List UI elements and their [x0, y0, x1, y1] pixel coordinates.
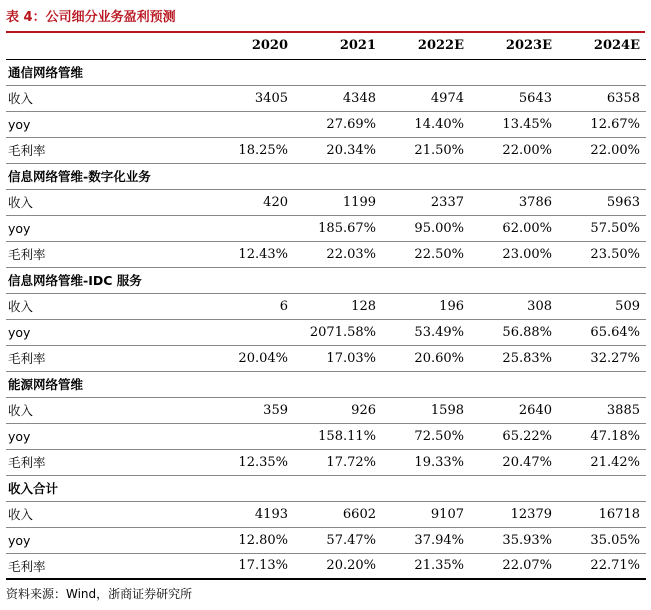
row-label: yoy — [6, 319, 206, 345]
table-row — [6, 111, 646, 137]
table-cell: 20.60% — [382, 345, 470, 371]
table-cell: 4348 — [294, 85, 382, 111]
table-cell: 6358 — [558, 85, 646, 111]
table-cell: 420 — [206, 189, 294, 215]
header-row — [6, 33, 646, 59]
table-cell: 23.50% — [558, 241, 646, 267]
table-cell: 14.40% — [382, 111, 470, 137]
table-row — [6, 241, 646, 267]
section-heading: 信息网络管维-数字化业务 — [6, 163, 646, 189]
table-cell: 18.25% — [206, 137, 294, 163]
table-cell: 21.35% — [382, 553, 470, 579]
table-cell: 9107 — [382, 501, 470, 527]
table-cell: 95.00% — [382, 215, 470, 241]
table-row — [6, 85, 646, 111]
table-row — [6, 553, 646, 579]
table-cell: 509 — [558, 293, 646, 319]
row-label: 毛利率 — [6, 137, 206, 163]
table-cell — [206, 423, 294, 449]
table-cell: 12379 — [470, 501, 558, 527]
section-row — [6, 59, 646, 85]
table-row — [6, 527, 646, 553]
table-cell: 23.00% — [470, 241, 558, 267]
table-cell: 308 — [470, 293, 558, 319]
section-row — [6, 371, 646, 397]
table-cell: 22.07% — [470, 553, 558, 579]
table-cell: 185.67% — [294, 215, 382, 241]
table-row — [6, 137, 646, 163]
table-body — [6, 59, 646, 579]
table-cell: 17.13% — [206, 553, 294, 579]
table-cell: 20.04% — [206, 345, 294, 371]
table-cell: 17.03% — [294, 345, 382, 371]
source-note: 资料来源：Wind，浙商证券研究所 — [6, 587, 193, 601]
table-cell: 3786 — [470, 189, 558, 215]
table-cell: 128 — [294, 293, 382, 319]
table-row — [6, 501, 646, 527]
table-cell: 47.18% — [558, 423, 646, 449]
row-label: 收入 — [6, 189, 206, 215]
row-label: 收入 — [6, 501, 206, 527]
section-row — [6, 475, 646, 501]
table-cell: 21.42% — [558, 449, 646, 475]
table-cell: 65.22% — [470, 423, 558, 449]
row-label: 收入 — [6, 293, 206, 319]
table-cell: 35.93% — [470, 527, 558, 553]
table-cell: 13.45% — [470, 111, 558, 137]
table-cell — [206, 111, 294, 137]
table-cell: 359 — [206, 397, 294, 423]
column-header: 2021 — [294, 33, 382, 59]
row-label: yoy — [6, 111, 206, 137]
row-label: yoy — [6, 423, 206, 449]
table-cell: 56.88% — [470, 319, 558, 345]
table-cell: 2337 — [382, 189, 470, 215]
table-cell: 12.35% — [206, 449, 294, 475]
row-label: 毛利率 — [6, 241, 206, 267]
table-cell — [206, 215, 294, 241]
table-cell: 20.20% — [294, 553, 382, 579]
column-header: 2024E — [558, 33, 646, 59]
table-cell: 1598 — [382, 397, 470, 423]
table-cell: 20.34% — [294, 137, 382, 163]
row-label: 收入 — [6, 85, 206, 111]
table-cell: 32.27% — [558, 345, 646, 371]
table-title: 表 4：公司细分业务盈利预测 — [6, 10, 176, 25]
table-cell: 5963 — [558, 189, 646, 215]
table-cell: 65.64% — [558, 319, 646, 345]
table-cell — [206, 319, 294, 345]
section-row — [6, 163, 646, 189]
column-header — [6, 33, 206, 59]
table-cell: 3885 — [558, 397, 646, 423]
table-cell: 21.50% — [382, 137, 470, 163]
section-row — [6, 267, 646, 293]
table-row — [6, 293, 646, 319]
table-cell: 4193 — [206, 501, 294, 527]
section-heading: 收入合计 — [6, 475, 646, 501]
table-cell: 196 — [382, 293, 470, 319]
table-cell: 20.47% — [470, 449, 558, 475]
table-cell: 22.03% — [294, 241, 382, 267]
table-cell: 926 — [294, 397, 382, 423]
table-row — [6, 215, 646, 241]
table-cell: 12.43% — [206, 241, 294, 267]
table-cell: 2640 — [470, 397, 558, 423]
table-cell: 1199 — [294, 189, 382, 215]
table-cell: 4974 — [382, 85, 470, 111]
column-header: 2022E — [382, 33, 470, 59]
table-cell: 16718 — [558, 501, 646, 527]
table-row — [6, 449, 646, 475]
row-label: yoy — [6, 527, 206, 553]
table-cell: 62.00% — [470, 215, 558, 241]
row-label: 毛利率 — [6, 345, 206, 371]
row-label: 毛利率 — [6, 449, 206, 475]
table-cell: 3405 — [206, 85, 294, 111]
table-cell: 53.49% — [382, 319, 470, 345]
row-label: yoy — [6, 215, 206, 241]
forecast-table — [6, 33, 646, 580]
table-cell: 57.50% — [558, 215, 646, 241]
table-cell: 72.50% — [382, 423, 470, 449]
table-cell: 6 — [206, 293, 294, 319]
table-row — [6, 397, 646, 423]
table-cell: 12.80% — [206, 527, 294, 553]
table-cell: 22.00% — [558, 137, 646, 163]
table-row — [6, 189, 646, 215]
table-cell: 22.00% — [470, 137, 558, 163]
table-cell: 19.33% — [382, 449, 470, 475]
table-cell: 12.67% — [558, 111, 646, 137]
table-cell: 57.47% — [294, 527, 382, 553]
table-row — [6, 423, 646, 449]
section-heading: 通信网络管维 — [6, 59, 646, 85]
table-row — [6, 345, 646, 371]
table-cell: 22.71% — [558, 553, 646, 579]
table-cell: 22.50% — [382, 241, 470, 267]
table-cell: 35.05% — [558, 527, 646, 553]
row-label: 收入 — [6, 397, 206, 423]
section-heading: 信息网络管维-IDC 服务 — [6, 267, 646, 293]
section-heading: 能源网络管维 — [6, 371, 646, 397]
table-cell: 6602 — [294, 501, 382, 527]
table-cell: 27.69% — [294, 111, 382, 137]
table-cell: 37.94% — [382, 527, 470, 553]
row-label: 毛利率 — [6, 553, 206, 579]
table-cell: 2071.58% — [294, 319, 382, 345]
table-cell: 5643 — [470, 85, 558, 111]
table-row — [6, 319, 646, 345]
table-cell: 25.83% — [470, 345, 558, 371]
column-header: 2023E — [470, 33, 558, 59]
table-cell: 17.72% — [294, 449, 382, 475]
table-cell: 158.11% — [294, 423, 382, 449]
column-header: 2020 — [206, 33, 294, 59]
